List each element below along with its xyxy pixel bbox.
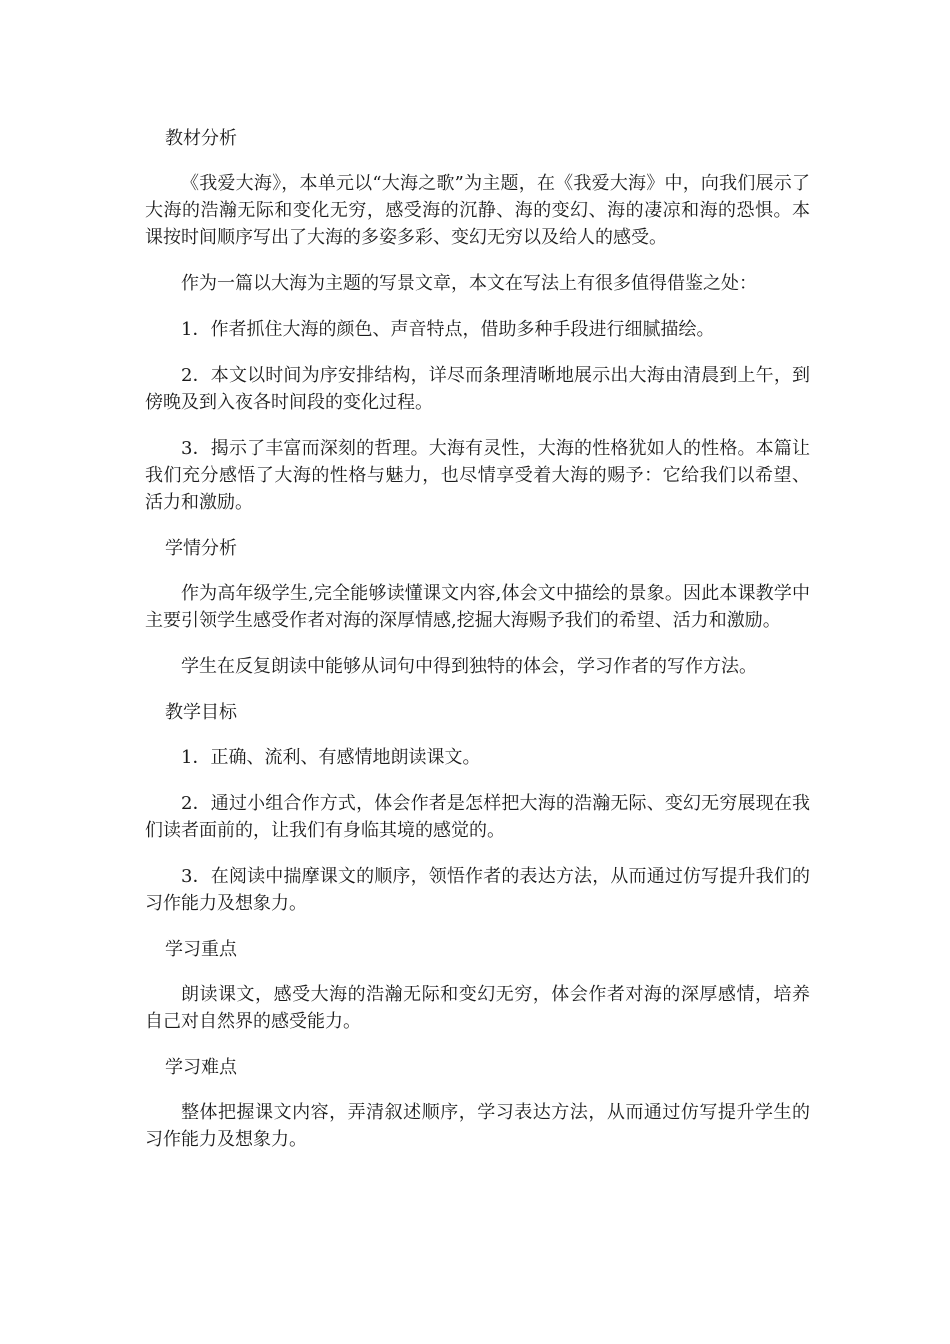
paragraph: 学生在反复朗读中能够从词句中得到独特的体会，学习作者的写作方法。: [181, 656, 757, 677]
document-page: [145, 125, 810, 1153]
list-item: 2．通过小组合作方式，体会作者是怎样把大海的浩瀚无际、变幻无穷展现在我们读者面前的，让我们有身临其境的感觉的。: [145, 793, 810, 841]
list-item: 3．在阅读中揣摩课文的顺序，领悟作者的表达方法，从而通过仿写提升我们的习作能力及想象力。: [145, 866, 810, 914]
paragraph: 朗读课文，感受大海的浩瀚无际和变幻无穷，体会作者对海的深厚感情，培养自己对自然界的感受能力。: [145, 984, 810, 1032]
section-heading-textbook-analysis: 教材分析: [165, 128, 237, 149]
section-heading-teaching-goals: 教学目标: [165, 702, 237, 723]
list-item: 1．正确、流利、有感情地朗读课文。: [181, 747, 481, 768]
paragraph: 《我爱大海》，本单元以“大海之歌”为主题，在《我爱大海》中，向我们展示了大海的浩瀚无际和变化无穷，感受海的沉静、海的变幻、海的凄凉和海的恐惧。本课按时间顺序写出了大海的多姿多彩、变幻无穷以及给人的感受。: [145, 173, 810, 248]
list-item: 2．本文以时间为序安排结构，详尽而条理清晰地展示出大海由清晨到上午，到傍晚及到入夜各时间段的变化过程。: [145, 365, 810, 413]
paragraph: 作为高年级学生,完全能够读懂课文内容,体会文中描绘的景象。因此本课教学中主要引领学生感受作者对海的深厚情感,挖掘大海赐予我们的希望、活力和激励。: [145, 583, 810, 631]
paragraph: 整体把握课文内容，弄清叙述顺序，学习表达方法，从而通过仿写提升学生的习作能力及想象力。: [145, 1102, 810, 1150]
section-heading-difficulties: 学习难点: [165, 1057, 237, 1078]
list-item: 1．作者抓住大海的颜色、声音特点，借助多种手段进行细腻描绘。: [181, 319, 715, 340]
section-heading-student-analysis: 学情分析: [165, 538, 237, 559]
section-heading-key-points: 学习重点: [165, 939, 237, 960]
paragraph: 作为一篇以大海为主题的写景文章，本文在写法上有很多值得借鉴之处：: [181, 273, 757, 294]
list-item: 3．揭示了丰富而深刻的哲理。大海有灵性，大海的性格犹如人的性格。本篇让我们充分感悟了大海的性格与魅力，也尽情享受着大海的赐予：它给我们以希望、活力和激励。: [145, 438, 810, 513]
